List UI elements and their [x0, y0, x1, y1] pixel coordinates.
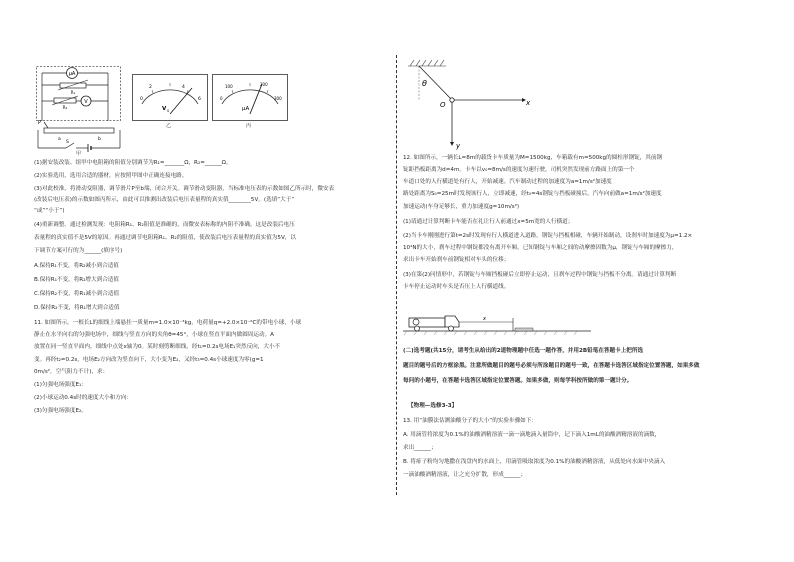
truck-wheel [415, 326, 420, 331]
q12-line: 求出卡车开始刹车前钢锭相对车头的位移； [403, 257, 510, 263]
q10-line: (1)据安装改装、组甲中电阻箱的阻值分别调节为R₁=_______Ω，R₂=______Ω。 [34, 160, 232, 166]
q10-line: “或”“小于”) [34, 208, 65, 214]
charged-ball [450, 98, 454, 102]
q12-line: 10⁴N的大小，刹车过程中钢锭都没有离开车厢。已知钢锭与车厢之间的动摩擦因数为μ，钢锭与车厢的摩擦力， [403, 245, 678, 251]
microammeter-tick: 0 [220, 96, 223, 101]
microammeter-tick: 100 [225, 84, 233, 89]
resistor-r2-label: R₂ [62, 105, 68, 110]
q10-option-a: A.保持R₁不变，将R₂减小到合适值 [34, 263, 119, 269]
distance-label: x [483, 316, 486, 322]
figure-label-yi: 乙 [166, 123, 172, 129]
q10-option-c: C.保持R₂不变，将R₁减小到合适值 [34, 291, 120, 297]
truck-cab [445, 316, 459, 327]
q12-line: 卡车停止运动时车头是否压上人行横道线。 [403, 284, 510, 290]
voltmeter-tick: 6 [198, 97, 201, 102]
elective-heading-line: (二)选考题(共15分，请考生从给出的2道物理题中任选一题作答，并用2B铅笔在答题卡上把所选 [403, 348, 644, 354]
column-divider [396, 55, 397, 495]
ceiling-hatch [408, 60, 446, 66]
q12-line: 12. 如图所示，一辆长L=8m的载货卡车质量为M=1500kg，车箱载有m=500kg的圆柱形钢锭，其前钢 [403, 155, 663, 161]
q13-line: 一滴油酸酒精溶液，让之充分扩散，形成______； [403, 472, 527, 478]
q10-line: (3)对此校准，将滑动变阻器，调节滑片P至b端，闭合开关。调节滑动变阻器，当标准电压表的示数如图乙所示时，微安表 [34, 186, 335, 192]
steel-ingot [413, 319, 419, 325]
origin-label: O [440, 101, 446, 109]
q11-line: 放置在同一竖直平面内，细线中点处x轴为0。某时刻剪断细线，经t₁=0.2s电场E₁突然反向，大小不 [34, 344, 281, 350]
rheostat [44, 128, 114, 133]
voltmeter-label: V [84, 99, 88, 105]
crosswalk [515, 328, 533, 331]
q10-line: 表量程的真实值不是5V的原因。再通过调节电阻箱R₁、R₂的阻值，使改装后电压表量程的真实值为5V，以 [34, 235, 296, 241]
microammeter-label: μA [68, 71, 76, 77]
switch-s-label: S [66, 140, 69, 145]
microammeter-symbol-text: μA [242, 106, 250, 112]
figure-label-bing: 丙 [246, 123, 252, 129]
q12-line: 锭距挡板距离为d=4m。卡车以v₀=8m/s的速度匀速行驶，司机突然发现前方路面上的第一个 [403, 167, 635, 173]
truck-figure [403, 306, 593, 336]
voltmeter-sub-text: S [167, 109, 170, 113]
q12-line: 车道口处的人行横道处有行人，开始减速。汽车制动过程的加速度为a=1m/s²加速度 [403, 179, 612, 185]
rheostat-a-label: a [58, 137, 61, 142]
x-axis-label: x [526, 99, 531, 107]
q10-line: 下调节方案可行的为______(填序号) [34, 248, 123, 254]
q11-sub-1: (1)匀强电场强度E₁： [34, 382, 87, 388]
voltmeter-dial [132, 74, 208, 122]
voltmeter-tick: 0 [140, 97, 143, 102]
q10-line: (4)重新调整。通过检测发现：电阻箱R₁、R₂阻值是准确的，而微安表标称的内阻不准确。这是改装后电压 [34, 222, 295, 228]
q10-option-b: B.保持R₁不变，将R₂增大到合适值 [34, 277, 119, 283]
rheostat-b-label: b [98, 137, 101, 142]
q12-line: 路处距离为S₀=25m时发现该行人，立即减速，经t₀=4s钢锭与挡板碰撞后，汽车向前做a=1m/s²加速度 [403, 191, 662, 197]
elective-title: 【物理—选修3-3】 [408, 403, 458, 409]
figure-label-jia: 甲 [76, 151, 82, 157]
q12-sub-3: (3)在第(2)问情形中，若钢锭与车厢挡板碰后立即停止运动，且刹车过程中钢锭与挡板不分离。请通过计算判断 [403, 272, 677, 278]
q12-sub-2: (2)当卡车刚刚进行第t=2s时发现有行人横道进入道路，钢锭与挡板相碰，车辆开始制动，设刹车时加速度为μ=1.2× [403, 233, 693, 239]
voltmeter-symbol-text: V [162, 106, 167, 112]
q13-step-b: B. 将痱子粉均匀地撒在浅盘内的水面上，用滴管吸取浓度为0.1%的油酸酒精溶液，从低处向水面中央滴入 [403, 459, 666, 465]
q11-sub-2: (2)小球运动0.4s时的速度大小和方向： [34, 395, 133, 401]
voltmeter-tick: 4 [182, 85, 185, 90]
q11-line: 11. 如图所示，一根长L的细线上端悬挂一质量m=1.0×10⁻³kg，电荷量q=+2.0×10⁻⁶C的带电小球，小球 [34, 320, 302, 326]
q12-line: 加速运动(车身足够长，重力加速度g=10m/s²) [403, 204, 520, 210]
slider-p-label: P [38, 120, 42, 126]
microammeter-dial [212, 74, 288, 122]
q12-sub-1: (1)请通过计算判断卡车能否在礼让行人前通过x=5m宽的人行横道； [403, 219, 574, 225]
microammeter-tick: 300 [274, 96, 282, 101]
q10-line: (改装后电压表)的示数如图丙所示，由此可以推测出改装后电压表量程的真实值________5V。(选填“大于” [34, 197, 295, 203]
q11-line: 静止在水平向右的匀强电场中，细线与竖直方向的夹角θ=45°，小球在竖直平面内做圆周运动。A [34, 332, 275, 338]
q11-line: 0m/s²，空气阻力不计)，求： [34, 369, 109, 375]
resistor-r1-label: R₁ [70, 90, 76, 95]
y-axis-label: y [456, 142, 461, 150]
microammeter-tick: 200 [260, 82, 268, 87]
elective-heading-line: 每问的小题号，在答题卡选答区域指定位置答题。如果多做，则每学科按所做的第一题计分。 [403, 378, 633, 384]
circuit-diagram-jia [36, 66, 126, 158]
q10-option-d: D.保持R₂不变，将R₁增大到合适值 [34, 305, 120, 311]
truck-wheel [449, 326, 454, 331]
pendulum-axis-figure [402, 58, 532, 150]
q13-line: 13. 用“油膜法估测油酸分子的大小”的实验步骤如下： [403, 418, 537, 424]
q11-line: 变。再经t₂=0.2s，电场E₂方向改为竖直向下，大小变为E₂，又经t₃=0.4s小球速度为零(g=1 [34, 357, 264, 363]
q13-step-a: A. 用滴管将浓度为0.1%的油酸酒精溶液一滴一滴地滴入量筒中，记下滴入1mL的油酸酒精溶液的滴数， [403, 432, 661, 438]
q11-sub-3: (3)匀强电场强度E₂。 [34, 408, 87, 414]
q13-line: 求出______； [403, 445, 437, 451]
elective-heading-line: 题目的题号后的方框涂黑。注意所做题目的题号必须与所涂题目的题号一致，在答题卡选答区域指定位置答题，如果多做 [403, 363, 700, 369]
voltmeter-tick: 2 [149, 85, 152, 90]
theta-label: θ [422, 79, 427, 88]
q10-line: (2)实验选用，选用合适的器材，应按照甲图中正确连接电路。 [34, 173, 188, 179]
resistor-r1 [60, 83, 86, 88]
